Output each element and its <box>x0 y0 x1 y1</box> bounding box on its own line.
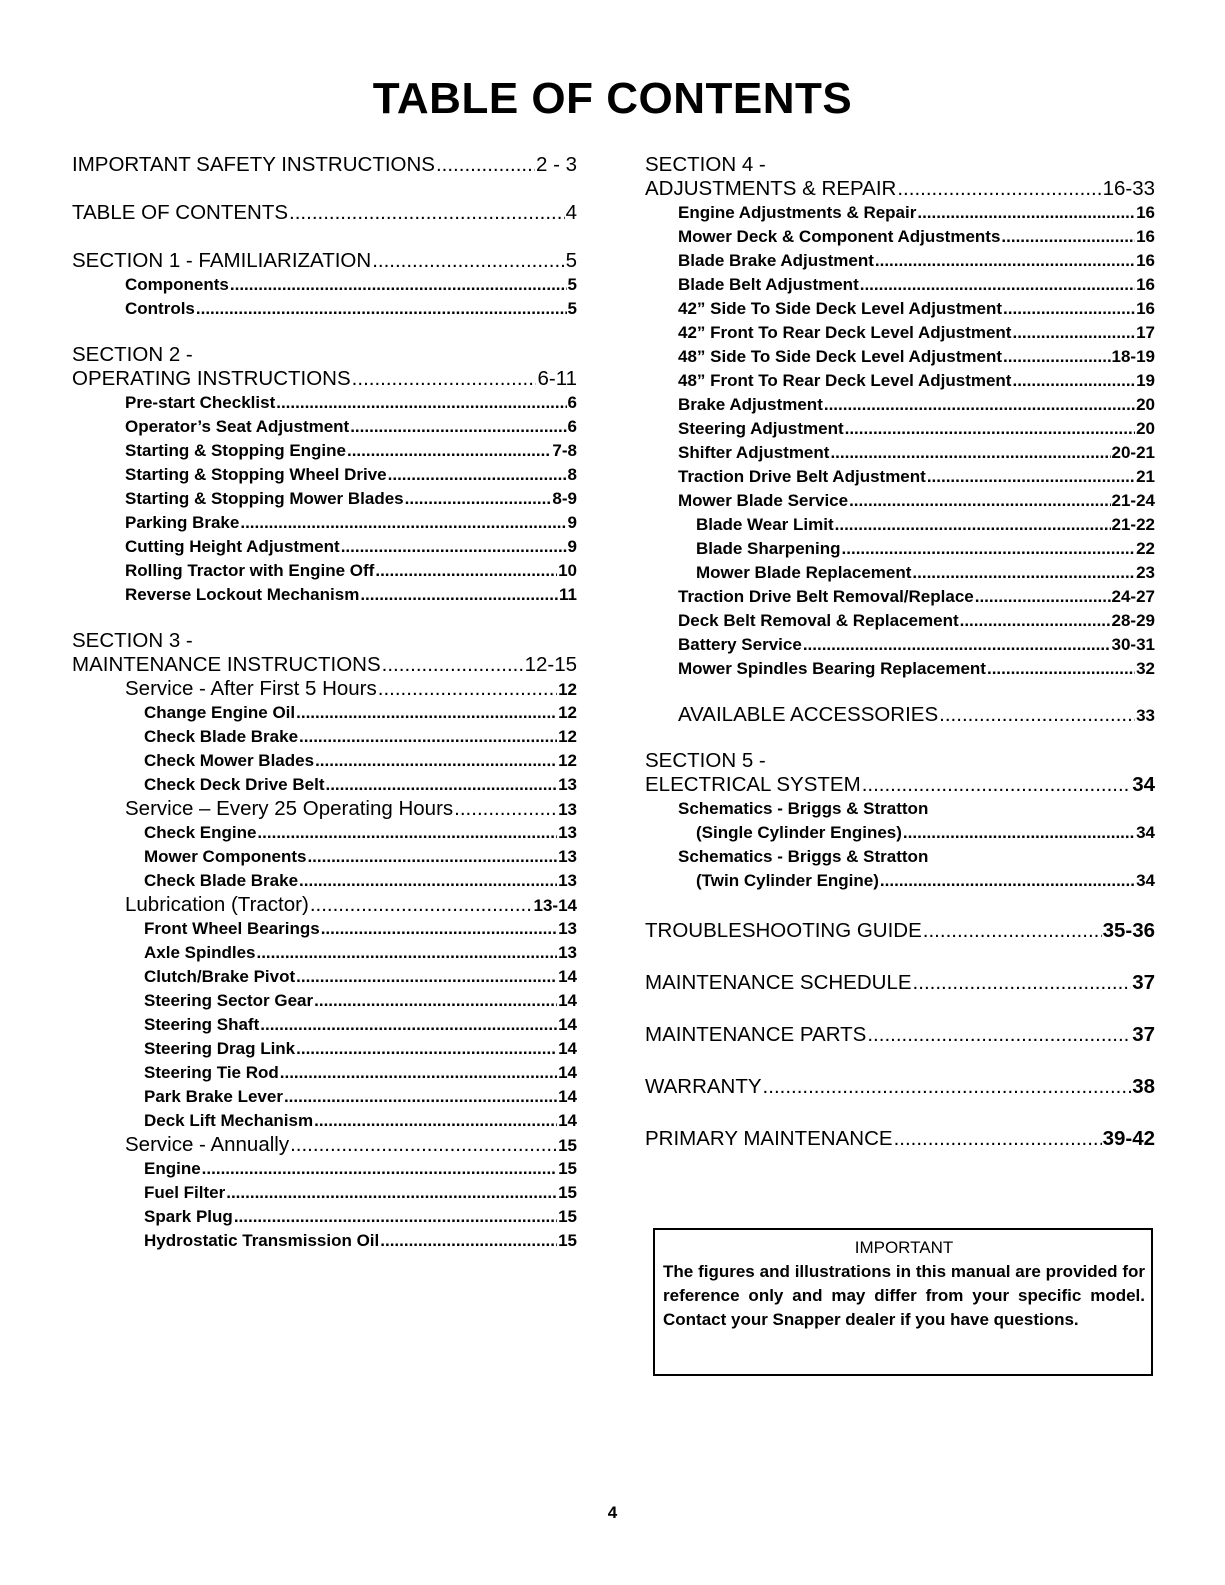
toc-entry-page: 18-19 <box>1111 347 1155 366</box>
toc-entry-page: 2 - 3 <box>535 153 577 176</box>
toc-entry-label: Check Mower Blades <box>144 751 315 770</box>
toc-subentry[interactable] <box>72 1037 577 1061</box>
toc-subentry[interactable] <box>645 225 1155 249</box>
toc-entry-label: Steering Adjustment <box>678 419 844 438</box>
toc-entry-page: 12 <box>558 680 577 699</box>
toc-entry-label: Service - After First 5 Hours <box>125 677 377 700</box>
toc-entry-page: 20 <box>1136 419 1155 438</box>
toc-entry-label: Change Engine Oil <box>144 703 296 722</box>
toc-subentry[interactable] <box>72 1157 577 1181</box>
toc-subentry[interactable] <box>645 869 1155 893</box>
toc-entry-page: 14 <box>558 1111 577 1130</box>
toc-subentry[interactable] <box>72 463 577 487</box>
toc-entry-page: 15 <box>558 1183 577 1202</box>
toc-subentry[interactable] <box>72 583 577 607</box>
toc-subentry[interactable] <box>645 249 1155 273</box>
toc-entry-label: Blade Belt Adjustment <box>678 275 859 294</box>
toc-entry-label: 48” Front To Rear Deck Level Adjustment <box>678 371 1012 390</box>
toc-entry-page: 13 <box>558 847 577 866</box>
page-number: 4 <box>607 1503 618 1522</box>
toc-entry-label: Traction Drive Belt Removal/Replace <box>678 587 974 606</box>
toc-entry-page: 15 <box>558 1231 577 1250</box>
toc-subentry[interactable] <box>72 1229 577 1253</box>
toc-entry-label: TROUBLESHOOTING GUIDE <box>645 919 922 942</box>
toc-entry-page: 21-22 <box>1111 515 1155 534</box>
toc-subentry[interactable] <box>645 201 1155 225</box>
toc-entry-label: MAINTENANCE SCHEDULE <box>645 971 912 994</box>
toc-subentry[interactable] <box>645 821 1155 845</box>
toc-entry-section-2[interactable] <box>72 367 577 391</box>
toc-subentry[interactable] <box>72 273 577 297</box>
toc-entry-label: Traction Drive Belt Adjustment <box>678 467 926 486</box>
toc-entry-service-25-hours[interactable] <box>72 797 577 821</box>
toc-entry-page: 10 <box>558 561 577 580</box>
toc-left-column <box>72 153 577 1253</box>
toc-entry-label: Starting & Stopping Wheel Drive <box>125 465 387 484</box>
toc-entry-label: Operator’s Seat Adjustment <box>125 417 350 436</box>
toc-entry-page: 33 <box>1136 706 1155 725</box>
toc-entry-page: 14 <box>558 1039 577 1058</box>
toc-subentry[interactable] <box>72 1109 577 1133</box>
toc-entry-label: Check Engine <box>144 823 257 842</box>
toc-entry-label: Blade Sharpening <box>696 539 841 558</box>
toc-subentry[interactable] <box>645 609 1155 633</box>
toc-entry-page: 11 <box>559 585 577 604</box>
toc-entry-label: MAINTENANCE INSTRUCTIONS <box>72 653 381 676</box>
toc-subheading: Schematics - Briggs & Stratton <box>678 847 929 866</box>
toc-subentry[interactable] <box>72 1181 577 1205</box>
toc-entry-page: 5 <box>567 275 577 294</box>
toc-subentry[interactable] <box>645 657 1155 681</box>
toc-subentry[interactable] <box>645 321 1155 345</box>
toc-entry-label: (Twin Cylinder Engine) <box>696 871 879 890</box>
toc-entry-page: 15 <box>558 1207 577 1226</box>
toc-subentry[interactable] <box>72 1085 577 1109</box>
toc-subentry[interactable] <box>645 537 1155 561</box>
toc-subentry[interactable] <box>72 439 577 463</box>
toc-entry-page: 14 <box>558 1087 577 1106</box>
toc-entry-label: Mower Blade Service <box>678 491 849 510</box>
toc-entry-service-annually[interactable] <box>72 1133 577 1157</box>
toc-right-column <box>645 153 1155 1151</box>
toc-entry-label: 48” Side To Side Deck Level Adjustment <box>678 347 1003 366</box>
toc-entry-page: 24-27 <box>1111 587 1155 606</box>
toc-entry-label: Cutting Height Adjustment <box>125 537 340 556</box>
toc-entry-label: Rolling Tractor with Engine Off <box>125 561 375 580</box>
toc-subentry[interactable] <box>645 417 1155 441</box>
toc-entry-label: Engine <box>144 1159 201 1178</box>
toc-entry-page: 37 <box>1132 971 1155 994</box>
toc-entry-page: 30-31 <box>1111 635 1155 654</box>
toc-entry-troubleshooting[interactable] <box>645 919 1155 943</box>
toc-entry-label: PRIMARY MAINTENANCE <box>645 1127 893 1150</box>
toc-entry-label: Mower Blade Replacement <box>696 563 912 582</box>
toc-entry-label: TABLE OF CONTENTS <box>72 201 289 224</box>
toc-entry-section-3[interactable] <box>72 653 577 677</box>
toc-entry-page: 35-36 <box>1102 919 1155 942</box>
toc-entry-label: Clutch/Brake Pivot <box>144 967 296 986</box>
toc-entry-label: Service – Every 25 Operating Hours <box>125 797 454 820</box>
toc-entry-page: 34 <box>1132 773 1155 796</box>
toc-entry-page: 20-21 <box>1111 443 1155 462</box>
toc-entry-page: 32 <box>1136 659 1155 678</box>
toc-entry-label: Park Brake Lever <box>144 1087 283 1106</box>
toc-entry-page: 37 <box>1132 1023 1155 1046</box>
toc-entry-page: 16 <box>1136 251 1155 270</box>
toc-entry-label: 42” Side To Side Deck Level Adjustment <box>678 299 1003 318</box>
toc-entry-label: Steering Sector Gear <box>144 991 314 1010</box>
toc-entry-page: 14 <box>558 991 577 1010</box>
toc-entry-label: Components <box>125 275 229 294</box>
toc-entry-page: 28-29 <box>1111 611 1155 630</box>
toc-entry-section-1[interactable] <box>72 249 577 273</box>
toc-entry-page: 6-11 <box>537 367 577 390</box>
toc-entry-page: 9 <box>567 513 577 532</box>
toc-subentry[interactable] <box>72 989 577 1013</box>
toc-entry-page: 13 <box>558 800 577 819</box>
toc-subentry[interactable] <box>645 513 1155 537</box>
toc-entry-label: Battery Service <box>678 635 802 654</box>
toc-entry-page: 39-42 <box>1102 1127 1155 1150</box>
important-notice-box <box>653 1228 1153 1376</box>
toc-entry-label: Steering Tie Rod <box>144 1063 279 1082</box>
toc-subentry[interactable] <box>72 773 577 797</box>
toc-entry-page: 14 <box>558 1015 577 1034</box>
toc-entry-page: 16 <box>1136 299 1155 318</box>
section-4-heading: SECTION 4 - <box>645 153 766 176</box>
toc-entry-accessories[interactable] <box>645 703 1155 727</box>
toc-entry-label: Spark Plug <box>144 1207 233 1226</box>
toc-entry-label: Engine Adjustments & Repair <box>678 203 917 222</box>
toc-entry-page: 16-33 <box>1102 177 1155 200</box>
toc-subentry[interactable] <box>72 559 577 583</box>
toc-subentry[interactable] <box>72 821 577 845</box>
toc-entry-label: Axle Spindles <box>144 943 256 962</box>
toc-entry-page: 7-8 <box>552 441 577 460</box>
toc-entry-page: 13 <box>558 943 577 962</box>
toc-entry-label: Shifter Adjustment <box>678 443 830 462</box>
toc-subentry[interactable] <box>645 489 1155 513</box>
toc-entry-label: Controls <box>125 299 195 318</box>
toc-entry-page: 34 <box>1136 871 1155 890</box>
toc-entry-label: Starting & Stopping Mower Blades <box>125 489 404 508</box>
toc-entry-page: 8 <box>567 465 577 484</box>
toc-entry-label: AVAILABLE ACCESSORIES <box>678 703 939 726</box>
toc-entry-label: Brake Adjustment <box>678 395 823 414</box>
toc-entry-page: 15 <box>558 1136 577 1155</box>
toc-subentry[interactable] <box>72 1205 577 1229</box>
toc-entry-page: 22 <box>1136 539 1155 558</box>
toc-subentry[interactable] <box>645 465 1155 489</box>
toc-entry-page: 13 <box>558 775 577 794</box>
toc-entry-safety[interactable] <box>72 153 577 177</box>
toc-subentry[interactable] <box>72 941 577 965</box>
toc-entry-page: 21-24 <box>1111 491 1155 510</box>
toc-entry-page: 21 <box>1136 467 1155 486</box>
toc-entry-page: 16 <box>1136 203 1155 222</box>
toc-entry-label: Deck Lift Mechanism <box>144 1111 314 1130</box>
toc-subentry[interactable] <box>72 749 577 773</box>
toc-subentry[interactable] <box>645 633 1155 657</box>
toc-subentry[interactable] <box>72 869 577 893</box>
toc-entry-service-5-hours[interactable] <box>72 677 577 701</box>
section-3-heading: SECTION 3 - <box>72 629 193 652</box>
toc-entry-lubrication[interactable] <box>72 893 577 917</box>
toc-subheading: Schematics - Briggs & Stratton <box>678 799 929 818</box>
toc-entry-label: ADJUSTMENTS & REPAIR <box>645 177 897 200</box>
toc-entry-label: 42” Front To Rear Deck Level Adjustment <box>678 323 1012 342</box>
toc-entry-page: 12-15 <box>524 653 577 676</box>
toc-entry-page: 13 <box>558 919 577 938</box>
toc-entry-label: WARRANTY <box>645 1075 762 1098</box>
toc-entry-page: 19 <box>1136 371 1155 390</box>
toc-entry-label: Blade Wear Limit <box>696 515 834 534</box>
toc-subentry[interactable] <box>645 561 1155 585</box>
toc-entry-label: Steering Shaft <box>144 1015 260 1034</box>
toc-entry-page: 12 <box>558 727 577 746</box>
toc-entry-page: 17 <box>1136 323 1155 342</box>
toc-entry-page: 14 <box>558 1063 577 1082</box>
toc-entry-page: 5 <box>565 249 577 272</box>
toc-subentry[interactable] <box>72 965 577 989</box>
toc-entry-label: Check Deck Drive Belt <box>144 775 325 794</box>
toc-entry-label: Parking Brake <box>125 513 240 532</box>
toc-entry-label: ELECTRICAL SYSTEM <box>645 773 861 796</box>
toc-entry-page: 4 <box>565 201 577 224</box>
toc-entry-label: Lubrication (Tractor) <box>125 893 309 916</box>
toc-entry-label: Mower Spindles Bearing Replacement <box>678 659 986 678</box>
toc-entry-page: 6 <box>567 393 577 412</box>
toc-subentry[interactable] <box>72 1061 577 1085</box>
toc-entry-label: Mower Deck & Component Adjustments <box>678 227 1001 246</box>
toc-entry-label: SECTION 1 - FAMILIARIZATION <box>72 249 372 272</box>
toc-entry-maintenance-schedule[interactable] <box>645 971 1155 995</box>
toc-entry-page: 38 <box>1132 1075 1155 1098</box>
section-2-heading: SECTION 2 - <box>72 343 193 366</box>
toc-entry-label: Steering Drag Link <box>144 1039 296 1058</box>
toc-entry-page: 12 <box>558 751 577 770</box>
toc-entry-page: 5 <box>567 299 577 318</box>
toc-subentry[interactable] <box>645 297 1155 321</box>
toc-entry-page: 8-9 <box>552 489 577 508</box>
toc-subentry[interactable] <box>72 917 577 941</box>
toc-entry-page: 9 <box>567 537 577 556</box>
toc-entry-table-of-contents[interactable] <box>72 201 577 225</box>
toc-entry-page: 13-14 <box>533 896 577 915</box>
toc-entry-warranty[interactable] <box>645 1075 1155 1099</box>
toc-entry-page: 13 <box>558 823 577 842</box>
toc-subentry[interactable] <box>645 369 1155 393</box>
section-5-heading: SECTION 5 - <box>645 749 766 772</box>
toc-subentry[interactable] <box>72 391 577 415</box>
toc-subentry[interactable] <box>645 441 1155 465</box>
toc-entry-label: (Single Cylinder Engines) <box>696 823 902 842</box>
toc-subentry[interactable] <box>72 511 577 535</box>
toc-subentry[interactable] <box>645 345 1155 369</box>
toc-entry-label: Fuel Filter <box>144 1183 226 1202</box>
toc-subentry[interactable] <box>72 297 577 321</box>
toc-subentry[interactable] <box>72 1013 577 1037</box>
toc-entry-label: Reverse Lockout Mechanism <box>125 585 360 604</box>
toc-entry-section-5[interactable] <box>645 773 1155 797</box>
toc-entry-label: Service - Annually <box>125 1133 290 1156</box>
toc-subentry[interactable] <box>72 725 577 749</box>
toc-entry-label: Deck Belt Removal & Replacement <box>678 611 959 630</box>
toc-entry-page: 23 <box>1136 563 1155 582</box>
toc-entry-label: Hydrostatic Transmission Oil <box>144 1231 380 1250</box>
toc-entry-page: 16 <box>1136 227 1155 246</box>
toc-subentry[interactable] <box>645 273 1155 297</box>
toc-entry-label: Starting & Stopping Engine <box>125 441 346 460</box>
toc-subentry[interactable] <box>72 535 577 559</box>
toc-entry-label: OPERATING INSTRUCTIONS <box>72 367 351 390</box>
toc-entry-label: Pre-start Checklist <box>125 393 276 412</box>
toc-entry-page: 12 <box>558 703 577 722</box>
toc-subentry[interactable] <box>72 487 577 511</box>
toc-entry-section-4[interactable] <box>645 177 1155 201</box>
toc-subentry[interactable] <box>72 845 577 869</box>
toc-entry-page: 6 <box>567 417 577 436</box>
toc-entry-page: 20 <box>1136 395 1155 414</box>
toc-entry-label: Blade Brake Adjustment <box>678 251 874 270</box>
toc-entry-page: 15 <box>558 1159 577 1178</box>
toc-entry-primary-maintenance[interactable] <box>645 1127 1155 1151</box>
toc-entry-label: Check Blade Brake <box>144 871 299 890</box>
toc-entry-label: Front Wheel Bearings <box>144 919 320 938</box>
toc-entry-page: 16 <box>1136 275 1155 294</box>
notice-title: IMPORTANT <box>854 1238 954 1257</box>
toc-entry-page: 14 <box>558 967 577 986</box>
toc-entry-page: 34 <box>1136 823 1155 842</box>
page-title: TABLE OF CONTENTS <box>372 74 853 123</box>
toc-entry-label: Mower Components <box>144 847 307 866</box>
toc-entry-label: MAINTENANCE PARTS <box>645 1023 867 1046</box>
toc-entry-page: 13 <box>558 871 577 890</box>
notice-body: The figures and illustrations in this manual are provided for reference only and may differ from your specific model. Contact your Snapper dealer if you have questions. <box>663 1262 1145 1329</box>
toc-subentry[interactable] <box>72 701 577 725</box>
toc-subentry[interactable] <box>645 393 1155 417</box>
toc-subentry[interactable] <box>645 585 1155 609</box>
toc-entry-maintenance-parts[interactable] <box>645 1023 1155 1047</box>
toc-entry-label: Check Blade Brake <box>144 727 299 746</box>
toc-subentry[interactable] <box>72 415 577 439</box>
toc-entry-label: IMPORTANT SAFETY INSTRUCTIONS <box>72 153 435 176</box>
